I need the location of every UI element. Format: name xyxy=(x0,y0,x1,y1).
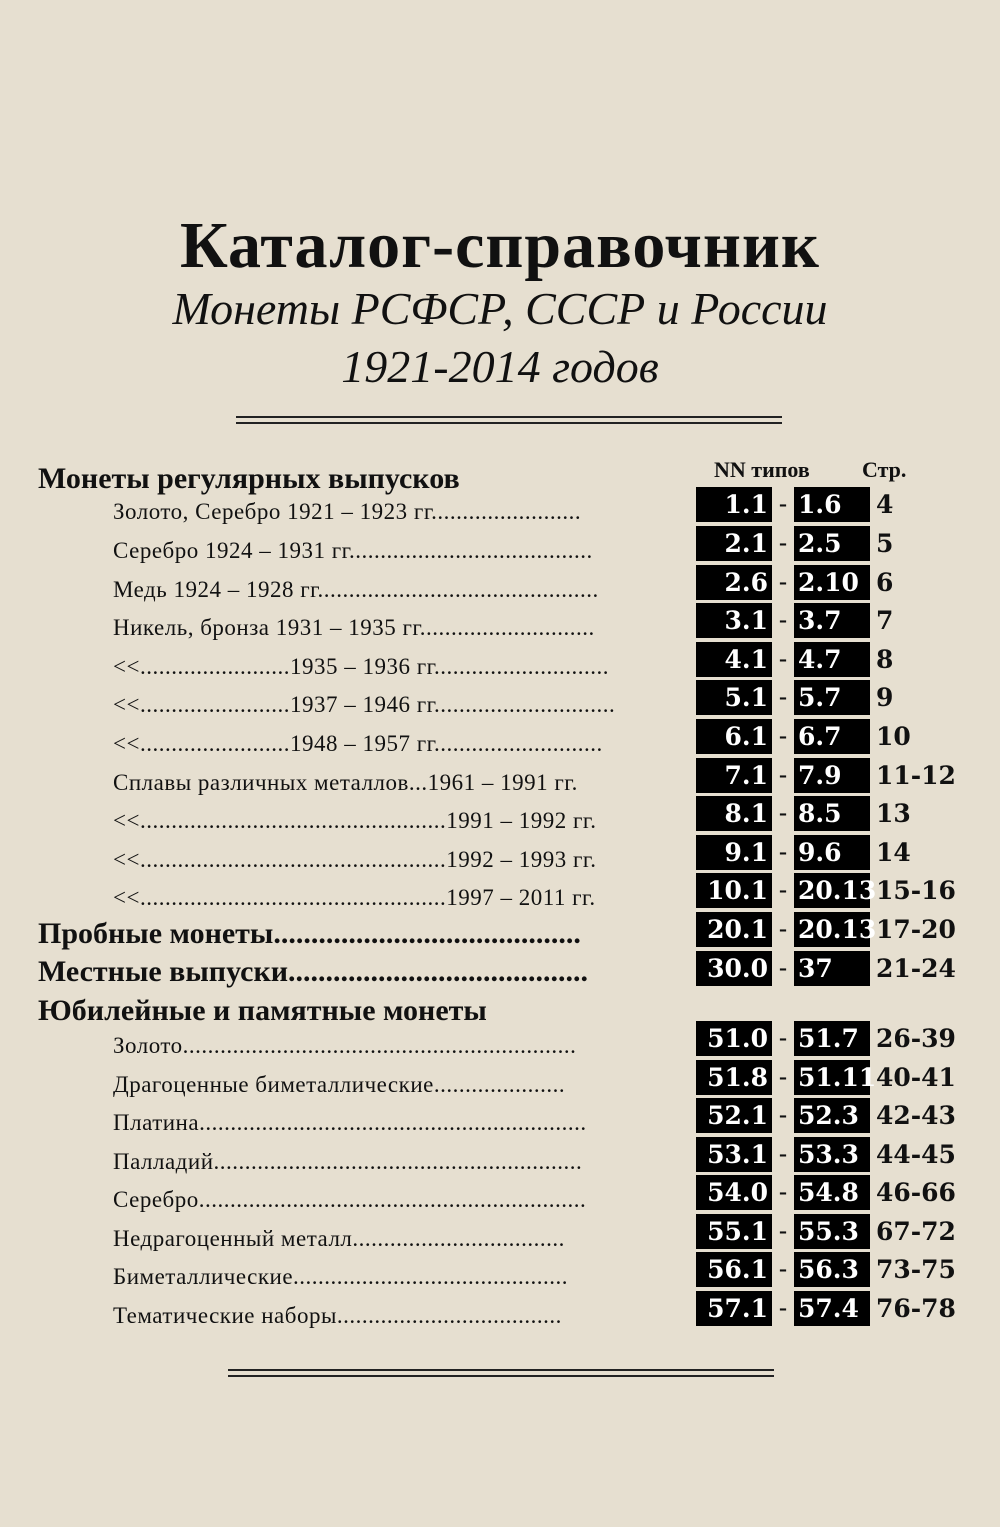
type-number-to: 52.3 xyxy=(794,1098,870,1133)
range-dash: - xyxy=(779,684,787,710)
range-dash: - xyxy=(779,1025,787,1051)
page-number: 6 xyxy=(876,568,894,597)
type-number-from: 3.1 xyxy=(696,603,772,638)
range-dash: - xyxy=(779,877,787,903)
type-number-to: 56.3 xyxy=(794,1252,870,1287)
page-number: 10 xyxy=(876,722,911,751)
range-dash: - xyxy=(779,839,787,865)
row-label: Платина.............................................................. xyxy=(113,1110,587,1135)
range-dash: - xyxy=(779,1179,787,1205)
row-label: Серебро.............................................................. xyxy=(113,1187,587,1212)
type-number-to: 53.3 xyxy=(794,1137,870,1172)
type-number-to: 54.8 xyxy=(794,1175,870,1210)
page-number: 7 xyxy=(876,606,894,635)
row-label: <<........................1937 – 1946 гг............................. xyxy=(113,692,616,717)
type-number-from: 9.1 xyxy=(696,835,772,870)
range-dash: - xyxy=(779,646,787,672)
page-number: 73-75 xyxy=(876,1255,956,1284)
row-label: <<.................................................1992 – 1993 гг. xyxy=(113,847,597,872)
page-number: 17-20 xyxy=(876,915,956,944)
row-label: Никель, бронза 1931 – 1935 гг............................ xyxy=(113,615,595,640)
type-number-from: 5.1 xyxy=(696,680,772,715)
type-number-from: 2.1 xyxy=(696,526,772,561)
type-number-from: 2.6 xyxy=(696,565,772,600)
page-number: 4 xyxy=(876,490,894,519)
type-number-from: 56.1 xyxy=(696,1252,772,1287)
range-dash: - xyxy=(779,800,787,826)
row-label: Недрагоценный металл.................................. xyxy=(113,1226,565,1251)
type-number-from: 10.1 xyxy=(696,873,772,908)
type-number-from: 6.1 xyxy=(696,719,772,754)
row-label: <<.................................................1997 – 2011 гг. xyxy=(113,885,596,910)
section-local: Местные выпуски........................................ xyxy=(38,955,589,988)
page-number: 13 xyxy=(876,799,911,828)
page-number: 15-16 xyxy=(876,876,956,905)
type-number-from: 51.0 xyxy=(696,1021,772,1056)
range-dash: - xyxy=(779,1102,787,1128)
range-dash: - xyxy=(779,723,787,749)
top-divider xyxy=(236,416,782,424)
type-number-to: 2.10 xyxy=(794,565,870,600)
range-dash: - xyxy=(779,1256,787,1282)
type-number-to: 20.13 xyxy=(794,912,870,947)
range-dash: - xyxy=(779,916,787,942)
page-number: 26-39 xyxy=(876,1024,956,1053)
type-number-from: 51.8 xyxy=(696,1060,772,1095)
page-number: 42-43 xyxy=(876,1101,956,1130)
page-number: 46-66 xyxy=(876,1178,956,1207)
row-label: Драгоценные биметаллические..................... xyxy=(113,1072,566,1097)
range-dash: - xyxy=(779,530,787,556)
subtitle-line1: Монеты РСФСР, СССР и России xyxy=(172,283,828,334)
page-number: 21-24 xyxy=(876,954,956,983)
page-title: Каталог-справочник xyxy=(180,209,820,282)
range-dash: - xyxy=(779,955,787,981)
row-label: <<.................................................1991 – 1992 гг. xyxy=(113,808,597,833)
type-number-to: 55.3 xyxy=(794,1214,870,1249)
type-number-to: 5.7 xyxy=(794,680,870,715)
type-number-to: 51.11 xyxy=(794,1060,870,1095)
type-number-from: 55.1 xyxy=(696,1214,772,1249)
range-dash: - xyxy=(779,1218,787,1244)
type-number-to: 4.7 xyxy=(794,642,870,677)
range-dash: - xyxy=(779,607,787,633)
type-number-to: 2.5 xyxy=(794,526,870,561)
row-label: Серебро 1924 – 1931 гг....................................... xyxy=(113,538,593,563)
row-label: Медь 1924 – 1928 гг............................................. xyxy=(113,577,599,602)
type-number-from: 1.1 xyxy=(696,487,772,522)
type-number-from: 4.1 xyxy=(696,642,772,677)
row-label: Золото, Серебро 1921 – 1923 гг........................ xyxy=(113,499,582,524)
type-number-from: 20.1 xyxy=(696,912,772,947)
type-number-to: 8.5 xyxy=(794,796,870,831)
row-label: <<........................1948 – 1957 гг........................... xyxy=(113,731,603,756)
type-number-to: 6.7 xyxy=(794,719,870,754)
range-dash: - xyxy=(779,491,787,517)
section-regular: Монеты регулярных выпусков xyxy=(38,462,460,495)
page-number: 5 xyxy=(876,529,894,558)
type-number-from: 57.1 xyxy=(696,1291,772,1326)
row-label: Сплавы различных металлов...1961 – 1991 гг. xyxy=(113,770,578,795)
subtitle-line2: 1921-2014 годов xyxy=(341,341,659,392)
row-label: Золото............................................................... xyxy=(113,1033,577,1058)
page-number: 11-12 xyxy=(876,761,956,790)
type-number-to: 7.9 xyxy=(794,758,870,793)
type-number-from: 52.1 xyxy=(696,1098,772,1133)
section-trial: Пробные монеты......................................... xyxy=(38,917,581,950)
type-number-from: 54.0 xyxy=(696,1175,772,1210)
row-label: Палладий........................................................... xyxy=(113,1149,583,1174)
page-number: 40-41 xyxy=(876,1063,956,1092)
page-number: 44-45 xyxy=(876,1140,956,1169)
type-number-to: 9.6 xyxy=(794,835,870,870)
page-number: 8 xyxy=(876,645,894,674)
type-number-to: 1.6 xyxy=(794,487,870,522)
range-dash: - xyxy=(779,1295,787,1321)
type-number-to: 51.7 xyxy=(794,1021,870,1056)
type-number-to: 20.13 xyxy=(794,873,870,908)
page-number: 14 xyxy=(876,838,911,867)
type-number-to: 57.4 xyxy=(794,1291,870,1326)
type-number-from: 53.1 xyxy=(696,1137,772,1172)
type-number-from: 8.1 xyxy=(696,796,772,831)
range-dash: - xyxy=(779,1141,787,1167)
page-number: 67-72 xyxy=(876,1217,956,1246)
range-dash: - xyxy=(779,1064,787,1090)
type-number-to: 37 xyxy=(794,951,870,986)
type-number-from: 7.1 xyxy=(696,758,772,793)
page-number: 76-78 xyxy=(876,1294,956,1323)
type-number-to: 3.7 xyxy=(794,603,870,638)
header-page: Стр. xyxy=(862,457,907,482)
range-dash: - xyxy=(779,569,787,595)
range-dash: - xyxy=(779,762,787,788)
type-number-from: 30.0 xyxy=(696,951,772,986)
header-type-numbers: NN типов xyxy=(714,457,810,482)
row-label: Биметаллические............................................ xyxy=(113,1264,569,1289)
row-label: <<........................1935 – 1936 гг............................ xyxy=(113,654,609,679)
section-jubilee: Юбилейные и памятные монеты xyxy=(38,994,487,1027)
page-number: 9 xyxy=(876,683,894,712)
bottom-divider xyxy=(228,1369,774,1377)
row-label: Тематические наборы.................................... xyxy=(113,1303,562,1328)
